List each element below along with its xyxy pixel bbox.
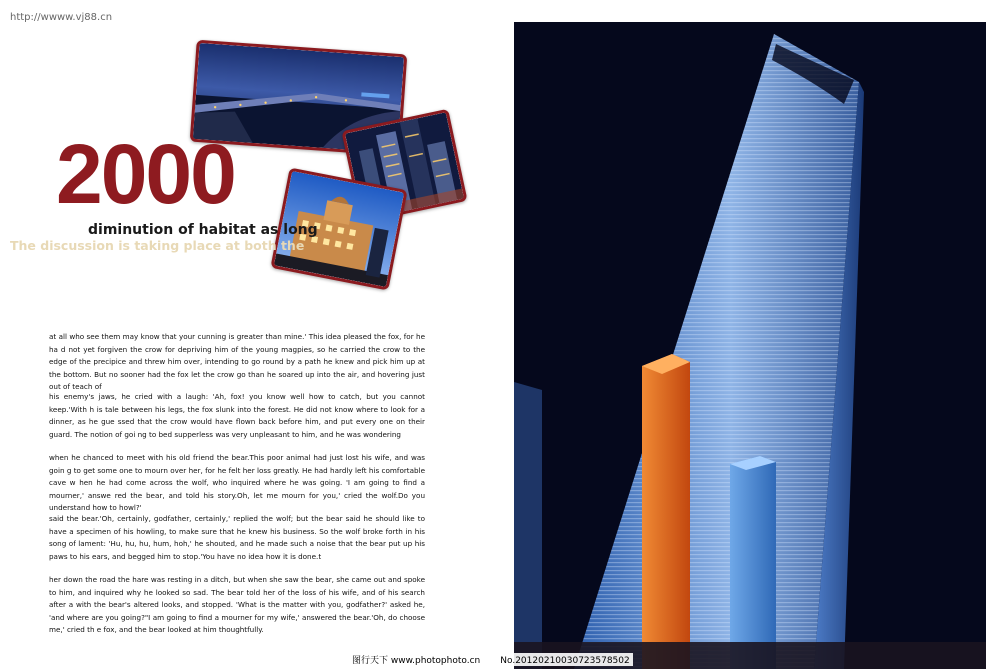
- subtitle: diminution of habitat as long: [88, 222, 318, 238]
- year-heading: 2000: [56, 127, 235, 221]
- body-paragraph: said the bear.'Oh, certainly, godfather, certainly,' replied the wolf; but the bear said he should like to have a specimen of his howling, to make sure that he knew his business. So the wolf broke forth in his song of lament: 'Hu, hu, hu, hum, hoh,' he shouted, and he made such a noise that the bear put up his paws to his ears, and begged him to stop.'You have no idea how it is done.t: [49, 514, 425, 561]
- source-url: http://wwww.vj88.cn: [10, 12, 113, 23]
- watermark-text: 图行天下 www.photophoto.cn: [352, 656, 481, 666]
- body-paragraph: when he chanced to meet with his old friend the bear.This poor animal had just lost his wife, and was goin g to get some one to mourn over her, for he felt her loss greatly. He had hardly left his comfortable cave w hen he had come across the wolf, who inquired where he was going. 'I am going to find a mourner,' answe red the bear, and told his story.Oh, let me mourn for you,' cried the wolf.Do you understand how to howl?': [49, 453, 425, 513]
- body-paragraph: his enemy's jaws, he cried with a laugh: 'Ah, fox! you know well how to catch, but you cannot keep.'With h is tale between his legs, the fox slunk into the forest. He did not know where to look for a dinner, as he gue ssed that the crow would have flown back before him, and put every one on their guard. The notion of goi ng to bed supperless was very unpleasant to him, and he was wondering: [49, 392, 425, 439]
- tower-night-photo: [514, 22, 986, 669]
- body-paragraph: her down the road the hare was resting in a ditch, but when she saw the bear, she came out and spoke to him, and inquired why he looked so sad. The bear told her of the loss of his wife, and of his search after a with the bear's altered looks, and stopped. 'What is the matter with you, godfather?' asked he, 'and where are you going?"I am going to find a mourner for my wife,' answered the bear.'Oh, do choose me,' cried th e fox, and the bear looked at him thoughtfully.: [49, 575, 425, 635]
- body-paragraph: at all who see them may know that your cunning is greater than mine.' This idea pleased the fox, for he ha d not yet forgiven the crow for depriving him of the young magpies, so he carried the crow to the edge of the precipice and threw him over, intending to go round by a path he knew and pick him up at the bottom. But no sooner had the fox let the crow go than he soared up into the air, and hovering just out of teach of: [49, 332, 425, 392]
- tagline: The discussion is taking place at both the: [10, 238, 305, 253]
- image-id: No.20120210030723578502: [500, 656, 630, 666]
- image-caption: [349, 653, 633, 666]
